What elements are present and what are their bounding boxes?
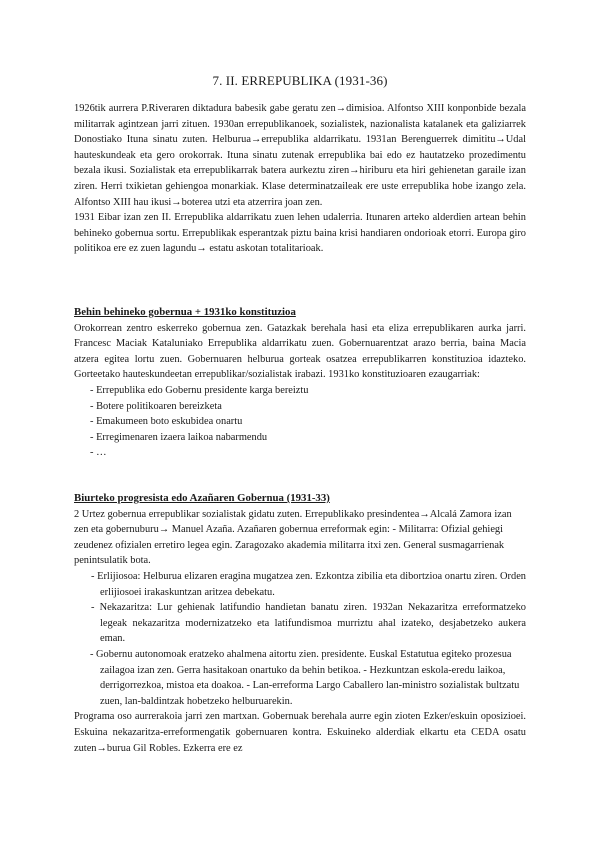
constitution-features-list [74,383,526,461]
list-item: - Emakumeen boto eskubidea onartu [90,414,526,430]
reform-autonomy-education-labour: - Gobernu autonomoak eratzeko ahalmena aitortu zien. presidente. Euskal Estatutua egiteko prozesua zailagoa izan zen. Gerra hasitakoan onartuko da behin betikoa. - Hezkuntzan eskola-eredu laikoa, derrigorrezkoa, mistoa eta doakoa. - Lan-erreforma Largo Caballero lan-ministro sozialistak bultzatu zuen, lan-baldintzak hobetzeko helburuarekin. [90,648,520,707]
section-heading-provisional-government: Behin behineko gobernua + 1931ko konstituzioa [74,306,296,318]
intro-block [74,101,526,257]
list-item: - … [90,445,526,461]
section-paragraph-provisional-government: Orokorrean zentro eskerreko gobernua zen. Gatazkak berehala hasi eta eliza errepublikaren aurka jarri. Francesc Maciak Kataluniako Errepublika aldarrikatu zuen. Gobernuarentzat arazo berria, baina Macia atzera egitea lortu zuen. Gobernuaren helburua gorteak osatzea errepublikarren konstituzioa idazteko. Gorteetako hauteskundeetan errepublikar/sozialistak irabazi. 1931ko konstituzioaren ezaugarriak: [74,322,526,381]
section-paragraph-opposition: Programa oso aurrerakoia jarri zen martxan. Gobernuak berehala aurre egin zioten Ezker/eskuin oposizioei. Eskuina nekazaritza-erreformengatik gobernuaren kontra. Eskuineko alderdiak elkartu eta CEDA osatu zuten→burua Gil Robles. Ezkerra ere ez [74,711,526,754]
section-paragraph-reforms-intro: 2 Urtez gobernua errepublikar sozialistak gidatu zuten. Errepublikako presindentea→Alcalá Zamora izan zen eta gobernuburu→ Manuel Azaña. Azañaren gobernua erreformak egin: - Militarra: Ofizial gehiegi zeudenez ofizialen erretiro legea egin. Zaragozako akademia militarra itxi zen. General susmagarrienak penintsulatik bota. [74,508,512,567]
section-heading-azana-government: Biurteko progresista edo Azañaren Gobernua (1931-33) [74,492,330,504]
document-title: 7. II. ERREPUBLIKA (1931-36) [212,73,388,88]
list-item: - Botere politikoaren bereizketa [90,399,526,415]
reform-agriculture: - Nekazaritza: Lur gehienak latifundio handietan banatu ziren. 1932an Nekazaritza erreformatzeko legeak nekazaritza modernizatzeko eta latifundismoa murriztu ahal izateko, desjabetzeko aukera eman. [91,602,526,645]
intro-paragraph-1: 1926tik aurrera P.Riveraren diktadura babesik gabe geratu zen→dimisioa. Alfontso XIII konponbide bezala militarrak agintzean jarri zituen. 1930an errepublikanoek, sozialistek, nazionalista katalanek eta galiziarrek Donostiako Ituna sinatu zuten. Helburua→errepublika aldarrikatu. 1931an Berenguerrek dimititu→Udal hauteskundeak eta gero orokorrak. Ituna sinatu zutenak errepublika bai edo ez hautatzeko prozedimentu bezala ikusi. Sozialistak eta errepublikarrak batera aurkeztu ziren→hiriburu eta hiri gehienetan garaile izan ziren. Herri txikietan gehiengoa monarkiak. Klase determinatzaileak ere uste errepublika hobe izango zela. Alfontso XIII hau ikusi→boterea utzi eta atzerrira joan zen. [74,103,526,208]
section-provisional-government [74,305,526,461]
reform-religious: - Erlijiosoa: Helburua elizaren eragina mugatzea zen. Ezkontza zibilia eta dibortzioa onartu ziren. Orden erlijiosoei irakaskuntzan aritzea debekatu. [91,570,526,598]
intro-paragraph-2: 1931 Eibar izan zen II. Errepublika aldarrikatu zuen lehen udalerria. Itunaren arteko alderdien artean behin behineko gobernua sortu. Errepublikak esperantzak piztu baina krisi handiaren ondorioak etorri. Europa giro politikoa ere ez zuen lagundu→ estatu askotan totalitarioak. [74,212,526,255]
section-azana-government [74,491,526,756]
list-item: - Erregimenaren izaera laikoa nabarmendu [90,430,526,446]
list-item: - Errepublika edo Gobernu presidente karga bereiztu [90,383,526,399]
